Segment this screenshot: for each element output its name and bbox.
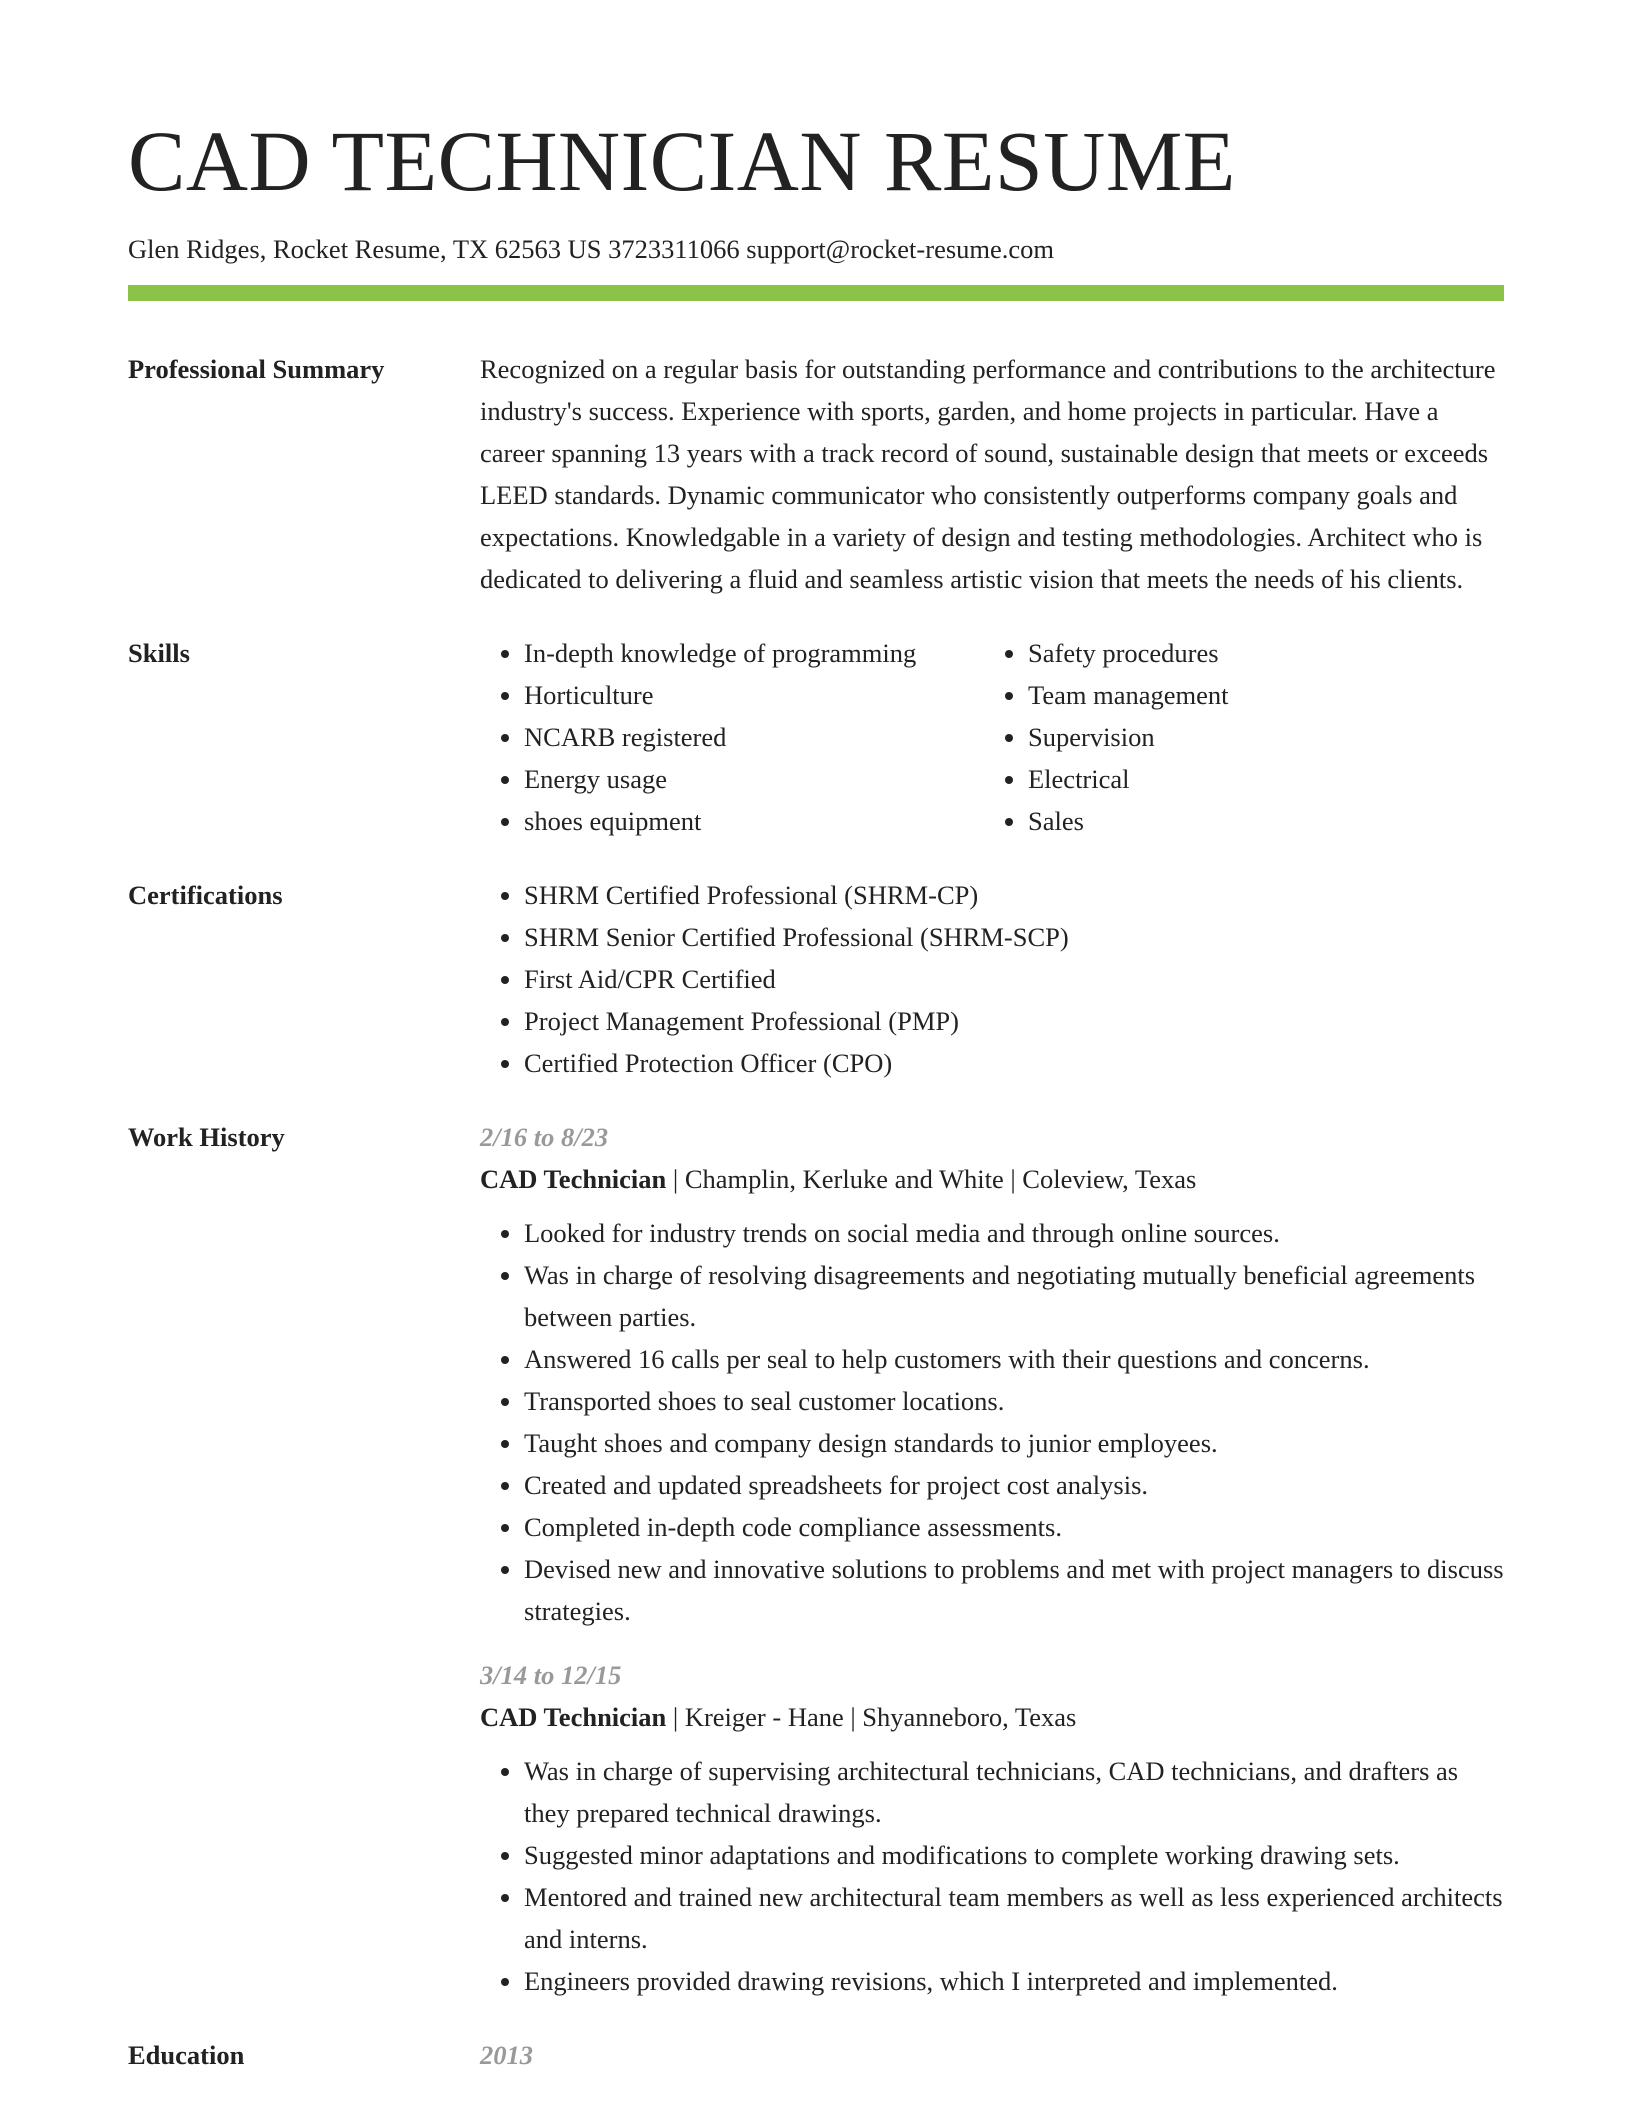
job-bullet: • Created and updated spreadsheets for project cost analysis. [524,1464,1504,1506]
job-bullet: • Devised new and innovative solutions to problems and met with project managers to discuss strategies. [524,1548,1504,1632]
section-label-certifications: Certifications [128,880,283,910]
job-heading [480,1158,1504,1200]
section-work-history [128,1116,1504,2002]
section-label-skills: Skills [128,638,190,668]
resume-content [128,348,1504,2108]
job-bullet: • Suggested minor adaptations and modifications to complete working drawing sets. [524,1834,1504,1876]
job-bullet: • Taught shoes and company design standards to junior employees. [524,1422,1504,1464]
skill-item: • Electrical [1028,758,1488,800]
job-bullets [480,1212,1504,1632]
job-bullet: • Completed in-depth code compliance assessments. [524,1506,1504,1548]
section-certifications [128,874,1504,1084]
skill-item: • In-depth knowledge of programming [524,632,984,674]
section-label-work-history: Work History [128,1122,285,1152]
job-bullet: • Was in charge of supervising architectural technicians, CAD technicians, and drafters as they prepared technical drawings. [524,1750,1504,1834]
job-entry [480,1654,1504,2002]
section-summary [128,348,1504,600]
job-employer-location: | Champlin, Kerluke and White | Coleview, Texas [666,1164,1197,1194]
certification-item: • SHRM Senior Certified Professional (SHRM-SCP) [524,916,1504,958]
job-dates: 3/14 to 12/15 [480,1660,622,1690]
certification-item: • Project Management Professional (PMP) [524,1000,1504,1042]
resume-title: CAD TECHNICIAN RESUME [128,113,1236,209]
section-label-education: Education [128,2040,245,2070]
job-dates: 2/16 to 8/23 [480,1122,609,1152]
certification-item: • Certified Protection Officer (CPO) [524,1042,1504,1084]
job-bullets [480,1750,1504,2002]
job-entry [480,1116,1504,1632]
section-education [128,2034,1504,2076]
skill-item: • NCARB registered [524,716,984,758]
job-bullet: • Engineers provided drawing revisions, which I interpreted and implemented. [524,1960,1504,2002]
job-employer-location: | Kreiger - Hane | Shyanneboro, Texas [666,1702,1077,1732]
certification-item: • First Aid/CPR Certified [524,958,1504,1000]
job-bullet: • Transported shoes to seal customer locations. [524,1380,1504,1422]
certifications-list [480,874,1504,1084]
accent-divider [128,285,1504,301]
skill-item: • Sales [1028,800,1488,842]
skill-item: • Safety procedures [1028,632,1488,674]
skills-list-column-2 [984,632,1488,842]
skill-item: • Horticulture [524,674,984,716]
job-title: CAD Technician [480,1164,667,1194]
summary-text: Recognized on a regular basis for outstanding performance and contributions to the architecture industry's success. Experience with sports, garden, and home projects in particular. Have a career spanning 13 years with a track record of sound, sustainable design that meets or exceeds LEED standards. Dynamic communicator who consistently outperforms company goals and expectations. Knowledgable in a variety of design and testing methodologies. Architect who is dedicated to delivering a fluid and seamless artistic vision that meets the needs of his clients. [480,354,1496,594]
skill-item: • shoes equipment [524,800,984,842]
education-date: 2013 [480,2040,533,2070]
section-skills [128,632,1504,842]
contact-line: Glen Ridges, Rocket Resume, TX 62563 US 3723311066 support@rocket-resume.com [128,234,1055,264]
job-bullet: • Answered 16 calls per seal to help customers with their questions and concerns. [524,1338,1504,1380]
job-bullet: • Mentored and trained new architectural team members as well as less experienced architects and interns. [524,1876,1504,1960]
certification-item: • SHRM Certified Professional (SHRM-CP) [524,874,1504,916]
section-label-summary: Professional Summary [128,354,385,384]
job-bullet: • Looked for industry trends on social media and through online sources. [524,1212,1504,1254]
skill-item: • Team management [1028,674,1488,716]
job-bullet: • Was in charge of resolving disagreements and negotiating mutually beneficial agreements between parties. [524,1254,1504,1338]
skill-item: • Energy usage [524,758,984,800]
skills-list-column-1 [480,632,984,842]
job-heading [480,1696,1504,1738]
skill-item: • Supervision [1028,716,1488,758]
job-title: CAD Technician [480,1702,667,1732]
